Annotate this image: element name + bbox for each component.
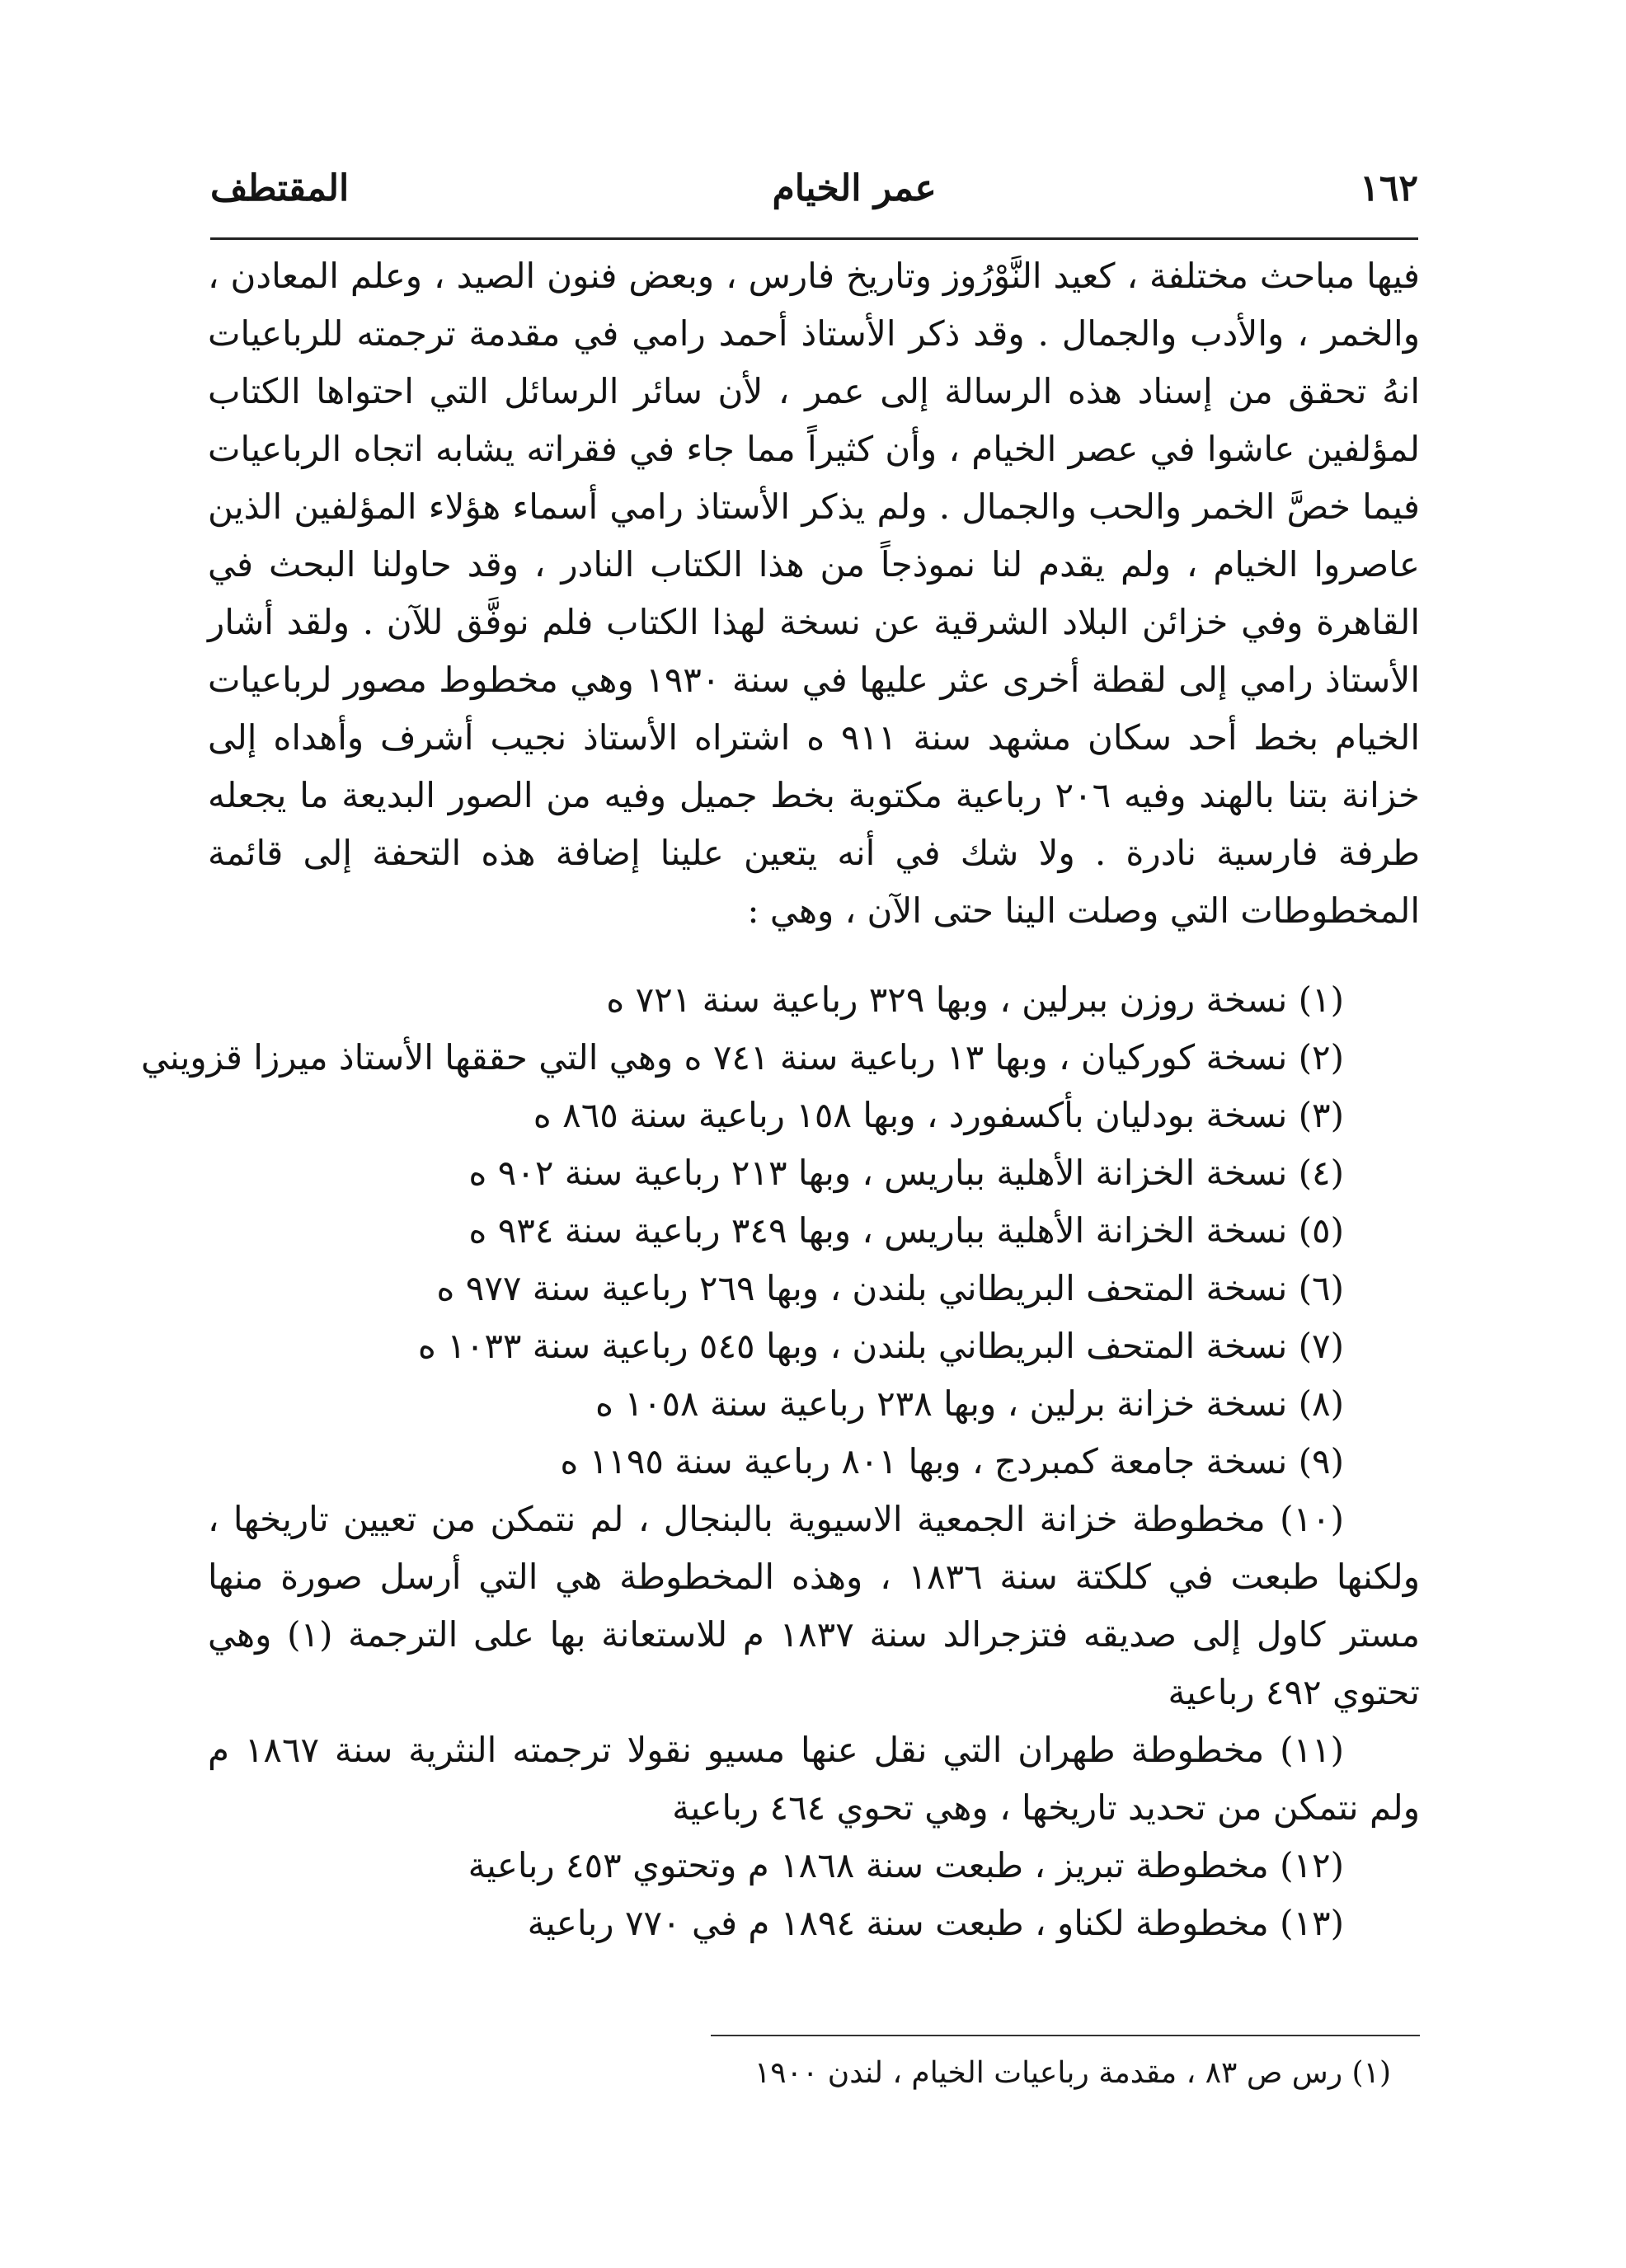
- running-title: عمر الخيام: [772, 167, 937, 209]
- footnote: (١) رس ص ٨٣ ، مقدمة رباعيات الخيام ، لندن ١٩٠٠: [754, 2056, 1391, 2090]
- list-item: (٧) نسخة المتحف البريطاني بلندن ، وبها ٥٤٥ رباعية سنة ١٠٣٣ ه: [417, 1326, 1344, 1366]
- body-paragraph: فيها مباحث مختلفة ، كعيد النَّوْرُوز وتاريخ فارس ، وبعض فنون الصيد ، وعلم المعادن ، والخمر ، والأدب والجمال . وقد ذكر الأستاذ أحمد رامي في مقدمة ترجمته للرباعيات انهُ تحقق من إسناد هذه الرسالة إلى عمر ، لأن سائر الرسائل التي احتواها الكتاب لمؤلفين عاشوا في عصر الخيام ، وأن كثيراً مما جاء في فقراته يشابه اتجاه الرباعيات فيما خصَّ الخمر والحب والجمال . ولم يذكر الأستاذ رامي أسماء هؤلاء المؤلفين الذين عاصروا الخيام ، ولم يقدم لنا نموذجاً من هذا الكتاب النادر ، وقد حاولنا البحث في القاهرة وفي خزائن البلاد الشرقية عن نسخة لهذا الكتاب فلم نوفَّق للآن . ولقد أشار الأستاذ رامي إلى لقطة أخرى عثر عليها في سنة ١٩٣٠ وهي مخطوط مصور لرباعيات الخيام بخط أحد سكان مشهد سنة ٩١١ ه اشتراه الأستاذ نجيب أشرف وأهداه إلى خزانة بتنا بالهند وفيه ٢٠٦ رباعية مكتوبة بخط جميل وفيه من الصور البديعة ما يجعله طرفة فارسية نادرة . ولا شك في أنه يتعين علينا إضافة هذه التحفة إلى قائمة المخطوطات التي وصلت الينا حتى الآن ، وهي :: [208, 256, 1420, 931]
- journal-name: المقتطف: [210, 167, 350, 209]
- list-item: (١١) مخطوطة طهران التي نقل عنها مسيو نقولا ترجمته النثرية سنة ١٨٦٧ م ولم نتمكن من تحديد تاريخها ، وهي تحوي ٤٦٤ رباعية: [208, 1730, 1420, 1828]
- list-item: (٣) نسخة بودليان بأكسفورد ، وبها ١٥٨ رباعية سنة ٨٦٥ ه: [533, 1095, 1344, 1135]
- list-item: (١٣) مخطوطة لكناو ، طبعت سنة ١٨٩٤ م في ٧٧٠ رباعية: [527, 1903, 1344, 1943]
- list-item: (١٠) مخطوطة خزانة الجمعية الاسيوية بالبنجال ، لم نتمكن من تعيين تاريخها ، ولكنها طبعت في كلكتة سنة ١٨٣٦ ، وهذه المخطوطة هي التي أرسل صورة منها مستر كاول إلى صديقه فتزجرالد سنة ١٨٣٧ م للاستعانة بها على الترجمة (١) وهي تحتوي ٤٩٢ رباعية: [208, 1499, 1420, 1712]
- list-item: (٢) نسخة كوركيان ، وبها ١٣ رباعية سنة ٧٤١ ه وهي التي حققها الأستاذ ميرزا قزويني: [141, 1037, 1344, 1078]
- footnote-rule: [711, 2035, 1420, 2036]
- running-header: [210, 147, 1418, 229]
- list-item: (٤) نسخة الخزانة الأهلية بباريس ، وبها ٢١٣ رباعية سنة ٩٠٢ ه: [468, 1153, 1344, 1193]
- manuscript-list: [141, 971, 1420, 1952]
- list-item: (١٢) مخطوطة تبريز ، طبعت سنة ١٨٦٨ م وتحتوي ٤٥٣ رباعية: [468, 1845, 1344, 1885]
- page-number: ١٦٢: [1360, 167, 1418, 209]
- header-rule: [210, 237, 1418, 240]
- body-text: [208, 247, 1420, 940]
- list-item: (١) نسخة روزن ببرلين ، وبها ٣٢٩ رباعية سنة ٧٢١ ه: [606, 979, 1344, 1020]
- list-item: (٦) نسخة المتحف البريطاني بلندن ، وبها ٢٦٩ رباعية سنة ٩٧٧ ه: [436, 1268, 1344, 1308]
- list-item: (٥) نسخة الخزانة الأهلية بباريس ، وبها ٣٤٩ رباعية سنة ٩٣٤ ه: [468, 1210, 1344, 1251]
- list-item: (٨) نسخة خزانة برلين ، وبها ٢٣٨ رباعية سنة ١٠٥٨ ه: [595, 1383, 1344, 1424]
- list-item: (٩) نسخة جامعة كمبردج ، وبها ٨٠١ رباعية سنة ١١٩٥ ه: [560, 1441, 1344, 1481]
